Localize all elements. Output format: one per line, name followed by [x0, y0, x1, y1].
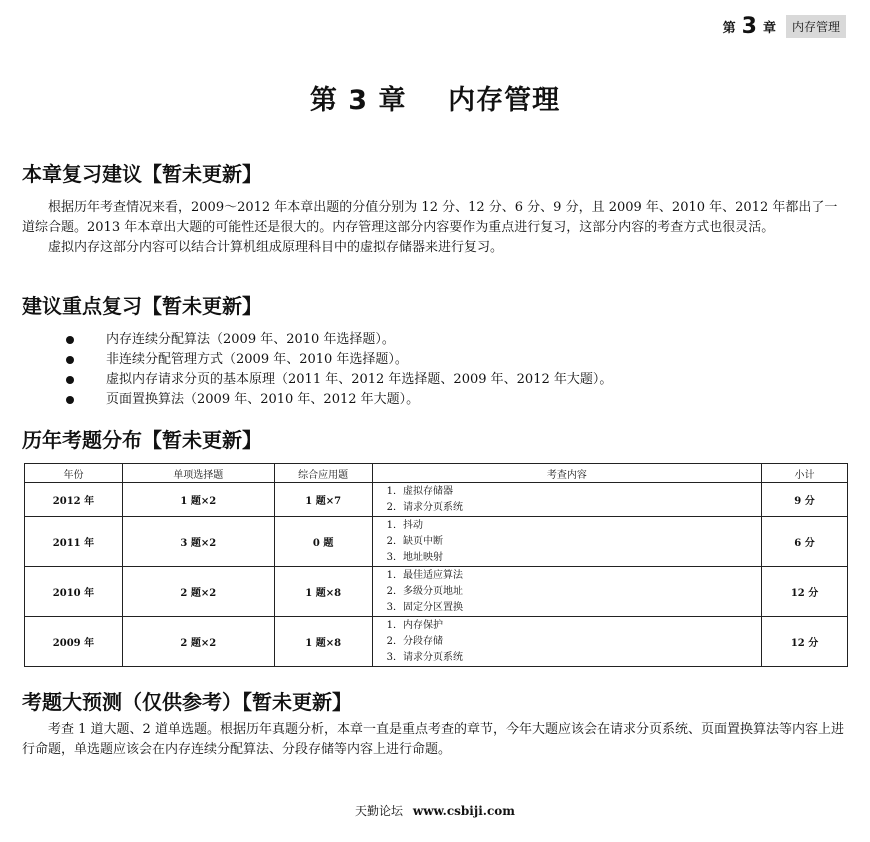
cell-total: 12 分 — [762, 617, 848, 667]
header-chapter-tag: 内存管理 — [786, 15, 846, 38]
topic-item: 2．请求分页系统 — [386, 501, 463, 513]
topic-item: 1．抖动 — [386, 519, 423, 531]
cell-topics — [372, 567, 761, 617]
topic-item: 1．虚拟存储器 — [386, 485, 453, 497]
header-chapter-prefix: 第 — [722, 21, 736, 36]
list-item-text: 虚拟内存请求分页的基本原理（2011 年、2012 年选择题、2009 年、2012 年大题）。 — [106, 372, 613, 387]
cell-year: 2011 年 — [25, 517, 123, 567]
page-footer — [0, 802, 870, 819]
cell-single: 3 题×2 — [122, 517, 274, 567]
cell-year: 2012 年 — [25, 483, 123, 517]
list-item-text: 内存连续分配算法（2009 年、2010 年选择题）。 — [106, 332, 395, 347]
table-row — [25, 517, 848, 567]
cell-single: 1 题×2 — [122, 483, 274, 517]
bullet-icon — [66, 336, 74, 344]
bullet-icon — [66, 396, 74, 404]
header-comprehensive: 综合应用题 — [274, 464, 372, 483]
review-paragraphs — [22, 198, 850, 258]
cell-comp: 1 题×8 — [274, 567, 372, 617]
bullet-icon — [66, 356, 74, 364]
key-points-list — [62, 330, 612, 410]
cell-comp: 1 题×7 — [274, 483, 372, 517]
bullet-icon — [66, 376, 74, 384]
footer-forum-name: 天勤论坛 — [355, 804, 404, 818]
table-row — [25, 483, 848, 517]
review-paragraph-1: 根据历年考查情况来看，2009～2012 年本章出题的分值分别为 12 分、12 分、6 分、9 分，且 2009 年、2010 年、2012 年都出了一道综合题。2013 年本章出大题的可能性还是很大的。内存管理这部分内容要作为重点进行复习，这部分内容的考查方式也很灵活。 — [22, 200, 838, 235]
header-content: 考查内容 — [372, 464, 761, 483]
cell-topics — [372, 617, 761, 667]
cell-total: 6 分 — [762, 517, 848, 567]
cell-single: 2 题×2 — [122, 567, 274, 617]
topic-item: 3．地址映射 — [386, 551, 443, 563]
cell-comp: 0 题 — [274, 517, 372, 567]
topic-item: 2．缺页中断 — [386, 535, 443, 547]
topic-item: 2．多级分页地址 — [386, 585, 463, 597]
table-row — [25, 617, 848, 667]
list-item-text: 非连续分配管理方式（2009 年、2010 年选择题）。 — [106, 352, 408, 367]
list-item — [62, 370, 612, 390]
topic-item: 2．分段存储 — [386, 635, 443, 647]
topic-item: 1．内存保护 — [386, 619, 443, 631]
table-header-row — [25, 464, 848, 483]
topic-item: 1．最佳适应算法 — [386, 569, 463, 581]
list-item — [62, 330, 612, 350]
cell-total: 12 分 — [762, 567, 848, 617]
chapter-title: 第 3 章 内存管理 — [309, 85, 561, 116]
cell-year: 2009 年 — [25, 617, 123, 667]
cell-topics — [372, 517, 761, 567]
topic-item: 3．请求分页系统 — [386, 651, 463, 663]
footer-url: www.csbiji.com — [412, 804, 515, 818]
header-single-choice: 单项选择题 — [122, 464, 274, 483]
list-item-text: 页面置换算法（2009 年、2010 年、2012 年大题）。 — [106, 392, 420, 407]
forecast-paragraph: 考查 1 道大题、2 道单选题。根据历年真题分析，本章一直是重点考查的章节，今年大题应该会在请求分页系统、页面置换算法等内容上进行命题，单选题应该会在内存连续分配算法、分段存储等内容上进行命题。 — [22, 722, 844, 757]
header-year: 年份 — [25, 464, 123, 483]
list-item — [62, 350, 612, 370]
forecast-paragraph-wrap — [22, 720, 850, 760]
exam-distribution-table — [24, 463, 848, 667]
header-subtotal: 小计 — [762, 464, 848, 483]
list-item — [62, 390, 612, 410]
section-title-review: 本章复习建议【暂未更新】 — [22, 162, 262, 186]
topic-item: 3．固定分区置换 — [386, 601, 463, 613]
section-title-key-points: 建议重点复习【暂未更新】 — [22, 294, 262, 318]
cell-topics — [372, 483, 761, 517]
cell-single: 2 题×2 — [122, 617, 274, 667]
cell-total: 9 分 — [762, 483, 848, 517]
table-row — [25, 567, 848, 617]
running-header — [723, 14, 846, 39]
section-title-distribution: 历年考题分布【暂未更新】 — [22, 428, 262, 452]
review-paragraph-2: 虚拟内存这部分内容可以结合计算机组成原理科目中的虚拟存储器来进行复习。 — [48, 240, 504, 255]
header-chapter-number: 3 — [741, 14, 757, 39]
cell-comp: 1 题×8 — [274, 617, 372, 667]
cell-year: 2010 年 — [25, 567, 123, 617]
section-title-forecast: 考题大预测（仅供参考）【暂未更新】 — [22, 690, 352, 714]
header-chapter-suffix: 章 — [762, 21, 776, 36]
